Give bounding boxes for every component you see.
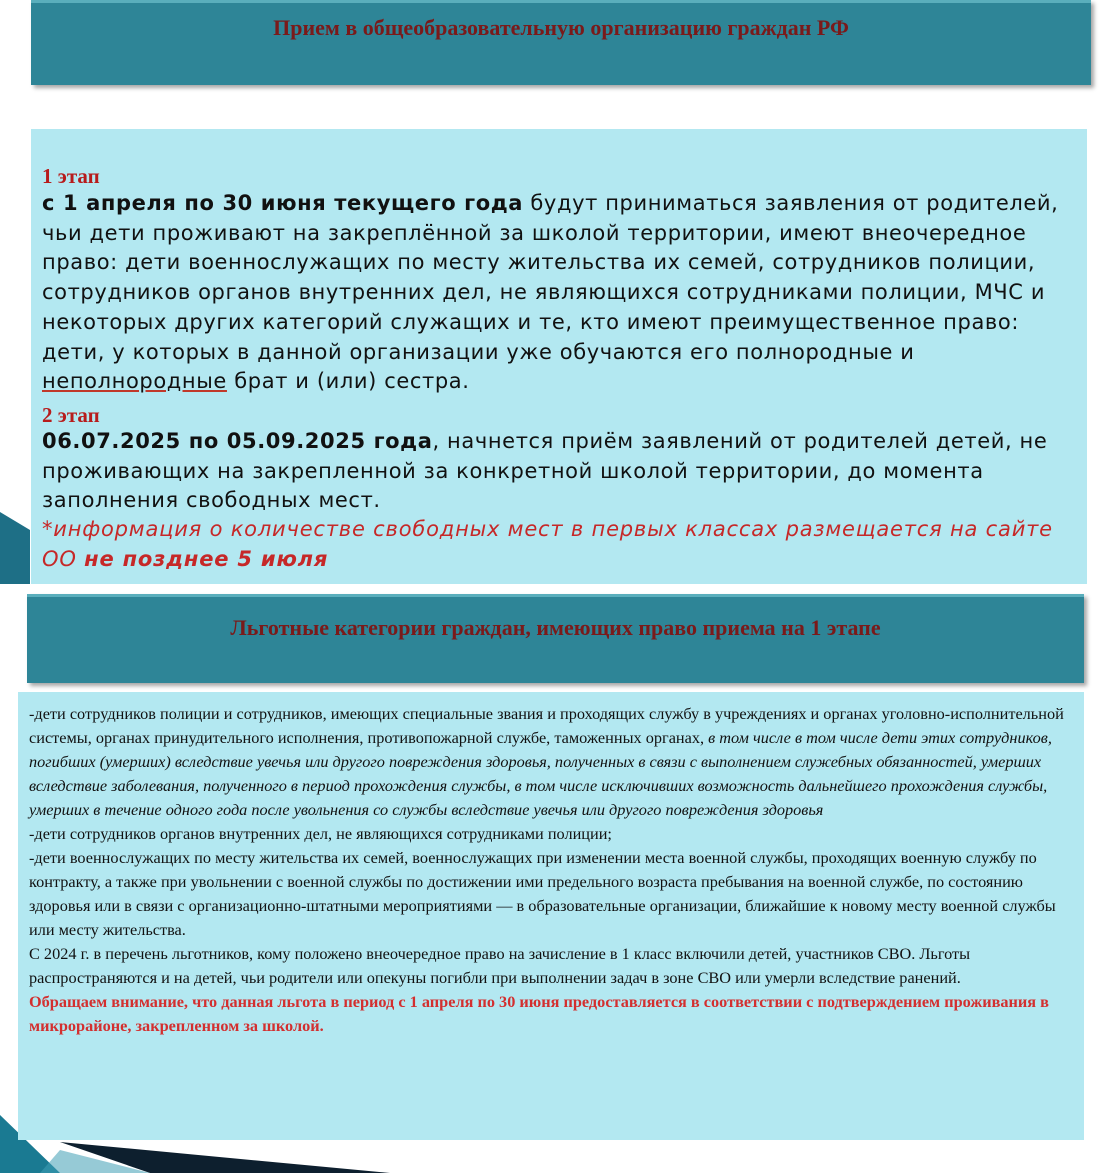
benefit-item-police [29, 702, 1079, 822]
free-places-note [42, 515, 1077, 574]
benefit-item-svo: С 2024 г. в перечень льготников, кому положено внеочередное право на зачисление в 1 класс включили детей, участников СВО. Льготы распространяются и на детей, чьи родители или опекуны погибли при выполнении задач в зоне СВО или умерли вследствие ранений. [29, 944, 971, 987]
stage1-underlined-word: неполнородные [42, 369, 227, 394]
section-banner [27, 594, 1084, 683]
stage2-text [42, 427, 1072, 516]
stage2-label: 2 этап [42, 403, 100, 427]
left-decoration [0, 508, 32, 588]
benefit-warning: Обращаем внимание, что данная льгота в период с 1 апреля по 30 июня предоставляется в соответствии с подтверждением проживания в микрорайоне, закрепленном за школой. [29, 992, 1049, 1035]
stage1-label: 1 этап [42, 164, 100, 188]
benefits-text [29, 702, 1079, 1038]
stage2-description: , начнется приём заявлений от родителей детей, не проживающих на закрепленной за конкретной школой территории, до момента заполнения свободных мест. [42, 429, 1048, 513]
stage1-text [42, 189, 1072, 397]
benefit-item-internal-affairs: -дети сотрудников органов внутренних дел, не являющихся сотрудниками полиции; [29, 824, 612, 843]
stage1-description-end: брат и (или) сестра. [226, 369, 470, 394]
stage2-dates: 06.07.2025 по 05.09.2025 года [42, 429, 433, 453]
page-title: Прием в общеобразовательную организацию граждан РФ [273, 15, 849, 40]
benefit-item-military: -дети военнослужащих по месту жительства их семей, военнослужащих при изменении места военной службы, проходящих военную службу по контракту, а также при увольнении с военной службы по достижении ими предельного возраста пребывания на военной службе, по состоянию здоровья или в связи с организационно-штатными мероприятиями — в образовательные организации, ближайшие к новому месту военной службы или месту жительства. [29, 848, 1056, 939]
benefit-police-italic: в том числе в том числе дети этих сотрудников, погибших (умерших) вследствие увечья или другого повреждения здоровья, полученных в связи с выполнением служебных обязанностей, умерших вследствие заболевания, полученного в период прохождения службы, в том числе исключивших возможность дальнейшего прохождения службы, умерших в течение одного года после увольнения со службы вследствие увечья или другого повреждения здоровья [29, 728, 1052, 819]
stage1-description: будут приниматься заявления от родителей, чьи дети проживают на закреплённой за школой территории, имеют внеочередное право: дети военнослужащих по месту жительства их семей, сотрудников полиции, сотрудников органов внутренних дел, не являющихся сотрудниками полиции, МЧС и некоторых других категорий служащих и те, кто имеют преимущественное право: дети, у которых в данной организации уже обучаются его полнородные и [42, 191, 1059, 364]
note-deadline: не позднее 5 июля [84, 546, 329, 571]
benefit-police-text: -дети сотрудников полиции и сотрудников, имеющих специальные звания и проходящих службу в учреждениях и органах уголовно-исполнительной системы, органах принудительного исполнения, противопожарной службе, таможенных органах, [29, 704, 1064, 747]
header-banner [31, 0, 1091, 85]
stage1-dates: с 1 апреля по 30 июня текущего года [42, 191, 524, 215]
section-title: Льготные категории граждан, имеющих право приема на 1 этапе [230, 615, 881, 640]
benefits-panel [18, 692, 1084, 1140]
note-text: *информация о количестве свободных мест в первых классах размещается на сайте ОО [42, 517, 1053, 571]
stages-panel [31, 129, 1087, 584]
